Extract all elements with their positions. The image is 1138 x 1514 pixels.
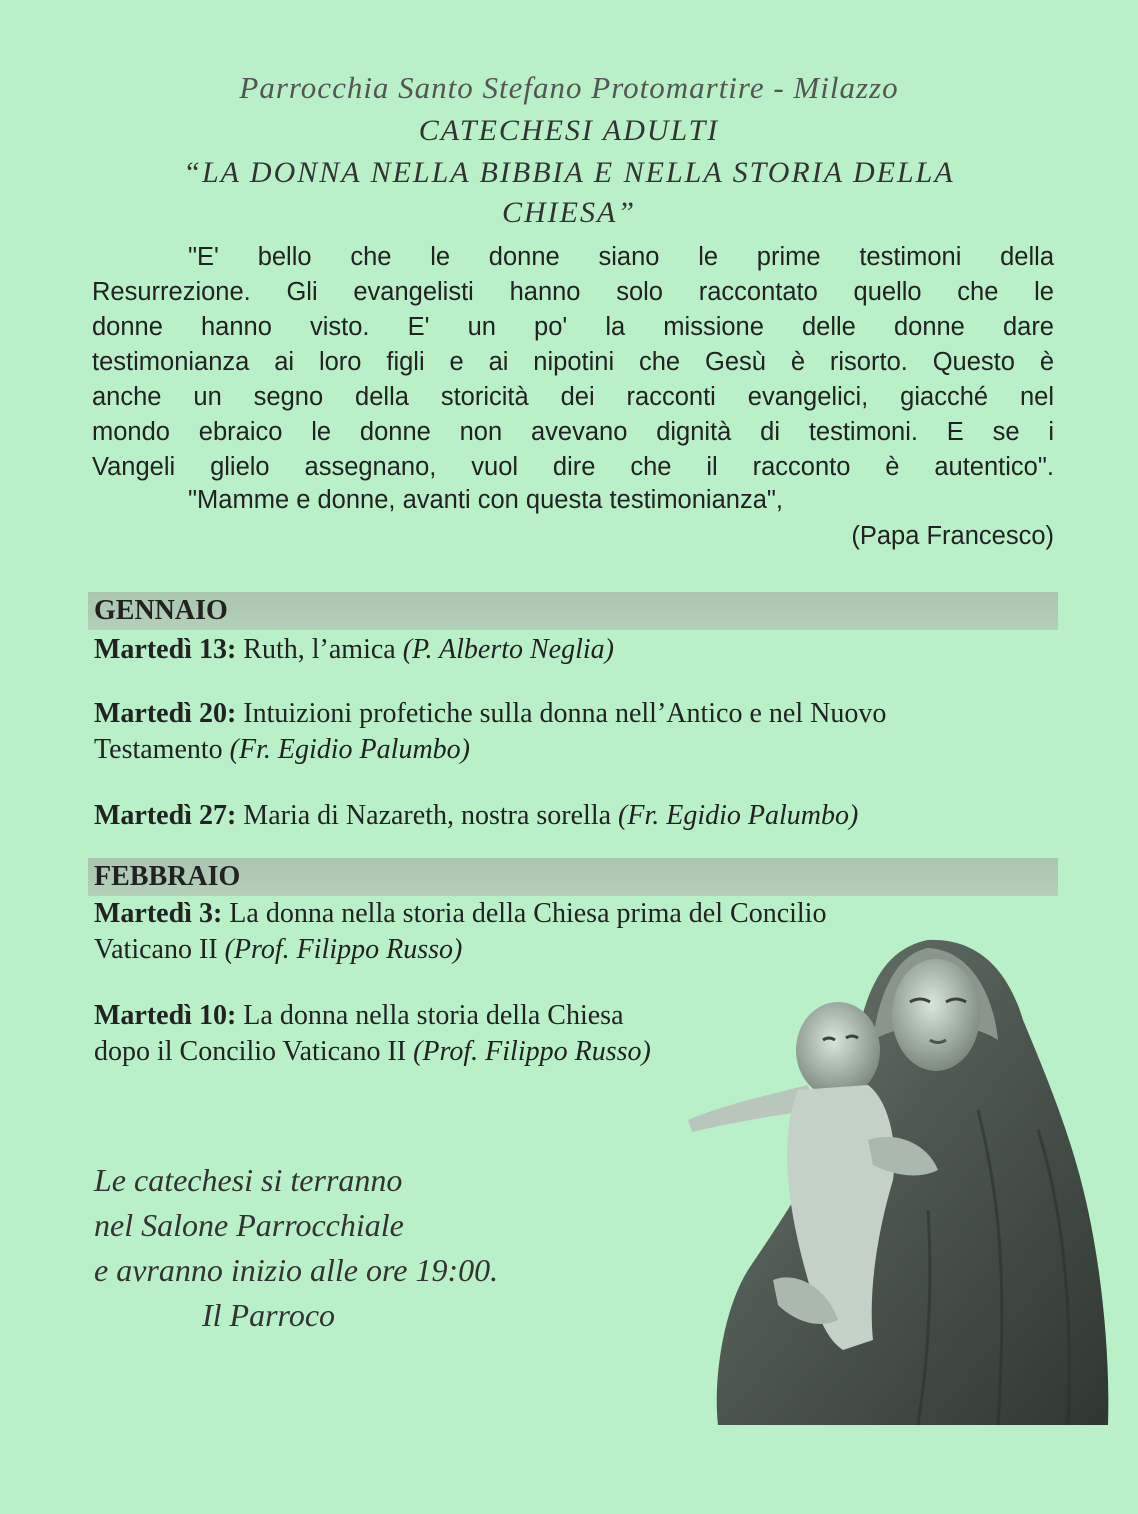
pope-quote [92,240,1054,485]
event-title: Ruth, l’amica [236,634,403,665]
category-title: CATECHESI ADULTI [418,114,720,147]
event-speaker: (Prof. Filippo Russo) [413,1036,651,1067]
event-title: La donna nella storia della Chiesa [236,1000,624,1031]
theme-title-line2: CHIESA” [502,196,636,229]
event-date: Martedì 3: [94,898,223,929]
theme-title-line1: “LA DONNA NELLA BIBBIA E NELLA STORIA DELLA [183,156,955,189]
quote-closing-line: "Mamme e donne, avanti con questa testimonianza", [188,486,784,514]
closing-line: nel Salone Parrocchiale [94,1207,404,1243]
quote-line: testimonianza ai loro figli e ai nipotini che Gesù è risorto. Questo è [92,348,1054,376]
month-header-february: FEBBRAIO [88,858,1058,896]
event-item [94,798,1074,834]
event-item [94,998,1074,1070]
quote-line: Vangeli glielo assegnano, vuol dire che il racconto è autentico". [92,453,1054,481]
event-date: Martedì 27: [94,800,237,831]
event-date: Martedì 20: [94,698,237,729]
closing-line: Le catechesi si terranno [94,1162,403,1198]
event-speaker: (Fr. Egidio Palumbo) [229,734,470,765]
event-date: Martedì 13: [94,634,237,665]
quote-line: anche un segno della storicità dei racconti evangelici, giacché nel [92,383,1054,411]
event-item [94,632,1074,668]
signature: Il Parroco [202,1297,336,1333]
event-speaker: (Prof. Filippo Russo) [224,934,463,965]
event-title-cont: Vaticano II [94,934,225,965]
quote-line: donne hanno visto. E' un po' la missione delle donne dare [92,313,1054,341]
event-date: Martedì 10: [94,1000,237,1031]
quote-line: mondo ebraico le donne non avevano dignità di testimoni. E se i [92,418,1054,446]
event-title-cont: dopo il Concilio Vaticano II [94,1036,414,1067]
quote-source: (Papa Francesco) [851,522,1054,550]
closing-line: e avranno inizio alle ore 19:00. [94,1252,499,1288]
parish-name: Parrocchia Santo Stefano Protomartire - Milazzo [239,70,899,105]
event-speaker: (P. Alberto Neglia) [402,634,614,665]
quote-line: Resurrezione. Gli evangelisti hanno solo raccontato quello che le [92,278,1054,306]
closing-note [94,1158,498,1338]
event-title: La donna nella storia della Chiesa prima del Concilio [222,898,827,929]
quote-line: "E' bello che le donne siano le prime testimoni della [188,243,1054,271]
event-item [94,896,1074,968]
event-speaker: (Fr. Egidio Palumbo) [618,800,859,831]
event-item [94,696,1074,768]
event-title: Maria di Nazareth, nostra sorella [236,800,619,831]
event-title: Intuizioni profetiche sulla donna nell’Antico e nel Nuovo [236,698,887,729]
month-header-january: GENNAIO [88,592,1058,630]
event-title-cont: Testamento [94,734,230,765]
madonna-and-child-image [678,910,1118,1430]
